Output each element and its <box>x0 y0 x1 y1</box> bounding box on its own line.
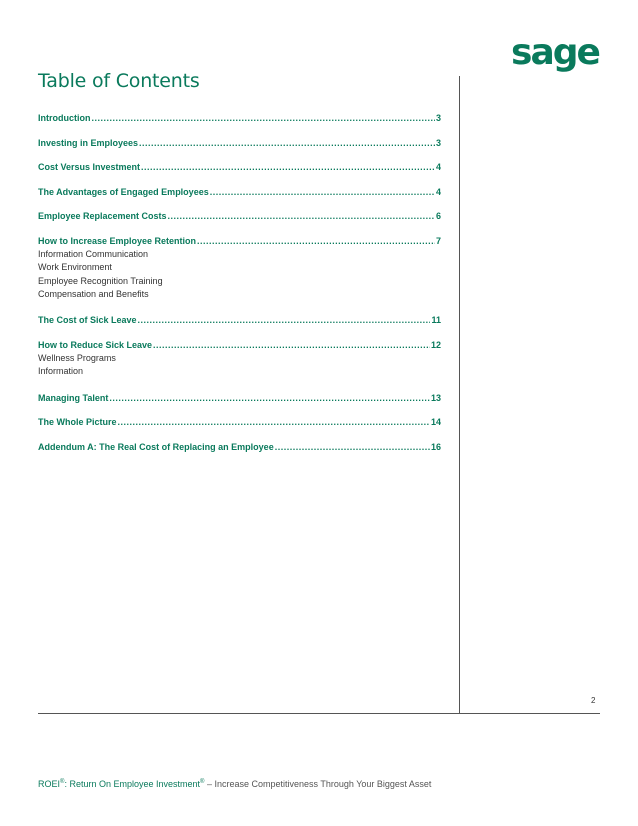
toc-entry-label: Investing in Employees <box>38 137 139 148</box>
toc-entry-label: Introduction <box>38 113 91 123</box>
table-of-contents <box>38 113 441 466</box>
toc-entry-page: 4 <box>435 186 441 197</box>
toc-subentry: Information Communication <box>38 248 149 259</box>
toc-group <box>38 417 441 428</box>
toc-subentry: Compensation and Benefits <box>38 289 149 300</box>
toc-group <box>38 113 441 124</box>
toc-group <box>38 211 441 222</box>
sage-logo <box>506 32 604 78</box>
toc-leader-dots <box>210 187 435 198</box>
toc-entry[interactable] <box>38 393 441 404</box>
footer-reg-mark-2: ® <box>200 779 205 785</box>
toc-entry-label: The Advantages of Engaged Employees <box>38 186 209 197</box>
toc-entry-page: 12 <box>430 339 441 350</box>
toc-leader-dots <box>197 236 435 247</box>
toc-entry[interactable] <box>38 417 441 428</box>
toc-leader-dots <box>153 340 430 351</box>
toc-entry[interactable] <box>38 113 441 124</box>
toc-leader-dots <box>139 138 435 149</box>
toc-entry[interactable] <box>38 187 441 198</box>
toc-entry-page: 14 <box>430 417 441 428</box>
toc-entry-page: 7 <box>435 235 441 246</box>
footer <box>38 779 431 789</box>
toc-entry-page: 4 <box>435 162 441 172</box>
toc-entry-label: Cost Versus Investment <box>38 162 141 172</box>
toc-entry[interactable] <box>38 340 441 351</box>
toc-leader-dots <box>275 442 430 453</box>
toc-subentry: Wellness Programs <box>38 352 116 363</box>
footer-sep: : <box>64 779 70 789</box>
toc-leader-dots <box>168 211 435 222</box>
toc-entry-label: Managing Talent <box>38 392 109 403</box>
toc-subentry: Employee Recognition Training <box>38 275 163 286</box>
footer-tagline: – Increase Competitiveness Through Your Biggest Asset <box>204 779 432 789</box>
vertical-divider <box>459 76 460 713</box>
toc-group <box>38 187 441 198</box>
toc-leader-dots <box>118 417 430 428</box>
toc-entry[interactable] <box>38 236 441 247</box>
toc-group <box>38 442 441 453</box>
toc-leader-dots <box>138 315 431 326</box>
toc-group <box>38 162 441 173</box>
toc-entry[interactable] <box>38 138 441 149</box>
logo-text: sage <box>511 32 599 73</box>
toc-group <box>38 138 441 149</box>
toc-group <box>38 236 441 302</box>
toc-entry[interactable] <box>38 211 441 222</box>
toc-subentry: Information <box>38 366 84 377</box>
toc-entry-label: Employee Replacement Costs <box>38 211 167 221</box>
toc-group <box>38 315 441 326</box>
toc-entry-label: How to Reduce Sick Leave <box>38 339 153 350</box>
toc-entry-label: How to Increase Employee Retention <box>38 235 197 246</box>
toc-leader-dots <box>109 393 430 404</box>
toc-entry-page: 11 <box>431 315 441 326</box>
toc-entry-page: 3 <box>435 113 441 123</box>
page-number: 2 <box>591 696 596 705</box>
toc-entry[interactable] <box>38 315 441 326</box>
toc-entry-page: 13 <box>430 392 441 403</box>
toc-leader-dots <box>141 162 435 173</box>
toc-entry[interactable] <box>38 442 441 453</box>
horizontal-divider <box>38 713 600 714</box>
toc-group <box>38 340 441 379</box>
toc-entry-label: Addendum A: The Real Cost of Replacing an Employee <box>38 441 274 452</box>
toc-subentry: Work Environment <box>38 262 112 273</box>
page-title: Table of Contents <box>38 70 200 92</box>
footer-brand: ROEI <box>38 779 61 789</box>
toc-entry-label: The Whole Picture <box>38 417 117 428</box>
footer-name: Return On Employee Investment <box>69 779 201 789</box>
toc-group <box>38 393 441 404</box>
toc-entry-page: 6 <box>435 211 441 221</box>
toc-leader-dots <box>92 113 435 124</box>
footer-reg-mark: ® <box>60 779 65 785</box>
toc-entry[interactable] <box>38 162 441 173</box>
toc-entry-label: The Cost of Sick Leave <box>38 315 137 326</box>
toc-entry-page: 16 <box>430 441 441 452</box>
toc-entry-page: 3 <box>435 137 441 148</box>
